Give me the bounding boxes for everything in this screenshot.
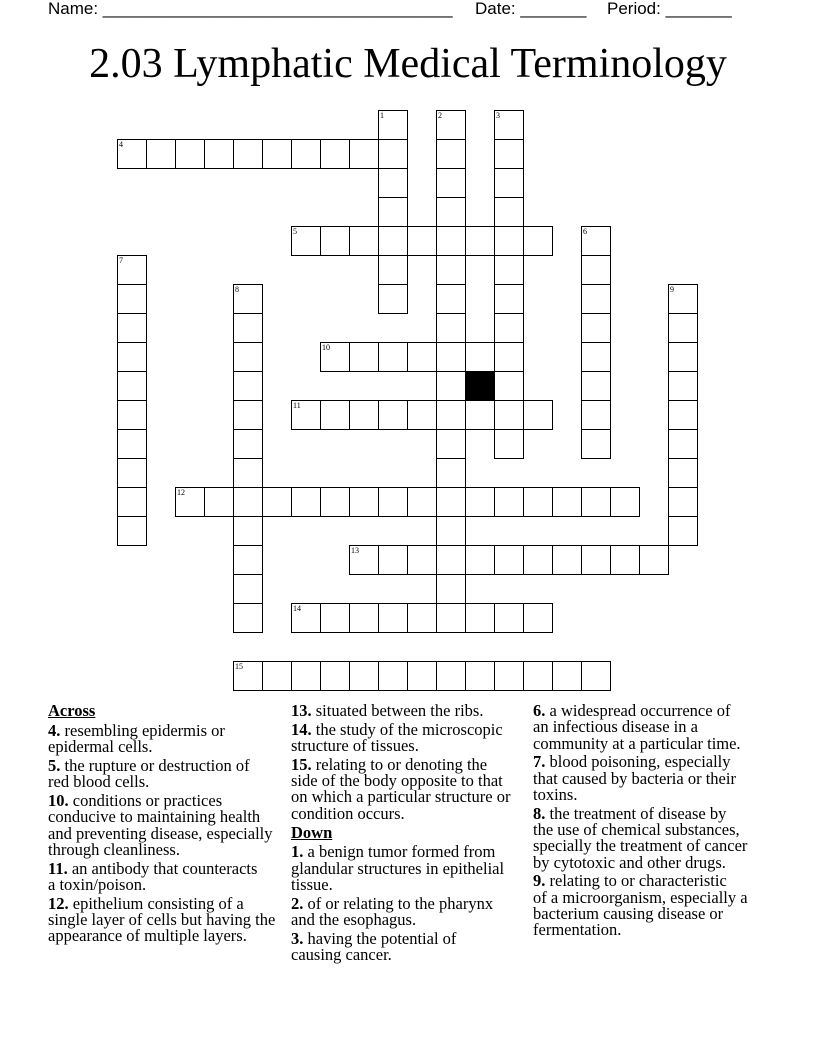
crossword-cell — [436, 603, 466, 633]
clue-text: the treatment of disease by — [549, 803, 727, 823]
crossword-cell — [204, 139, 234, 169]
clue-item — [533, 754, 748, 803]
crossword-cell — [349, 342, 379, 372]
crossword-cell — [668, 342, 698, 372]
crossword-cell — [494, 139, 524, 169]
crossword-cell — [523, 545, 553, 575]
grid-clue-number: 9 — [670, 285, 674, 294]
crossword-cell — [349, 487, 379, 517]
clue-item — [48, 720, 275, 757]
crossword-cell — [494, 313, 524, 343]
clue-number: 4. — [48, 720, 61, 740]
crossword-cell — [494, 429, 524, 459]
clue-line — [533, 733, 748, 753]
crossword-cell — [378, 661, 408, 691]
clue-item — [291, 844, 510, 893]
crossword-cell — [233, 603, 263, 633]
clue-number: 2. — [291, 893, 304, 913]
crossword-cell — [465, 226, 495, 256]
clue-number: 14. — [291, 719, 312, 739]
crossword-cell — [436, 545, 466, 575]
crossword-cell — [465, 603, 495, 633]
clue-text: blood poisoning, especially — [549, 752, 731, 772]
clue-item — [291, 703, 510, 719]
crossword-cell — [233, 139, 263, 169]
crossword-cell — [436, 342, 466, 372]
crossword-cell — [436, 661, 466, 691]
clue-number: 5. — [48, 755, 61, 775]
crossword-cell — [668, 313, 698, 343]
crossword-cell — [494, 226, 524, 256]
across-heading: Across — [48, 701, 96, 720]
clue-text: epidermal cells. — [48, 737, 153, 757]
clue-number: 15. — [291, 754, 312, 774]
crossword-cell — [494, 545, 524, 575]
crossword-cell — [378, 603, 408, 633]
crossword-cell — [436, 516, 466, 546]
date-blank: _______ — [520, 0, 587, 18]
clue-text: fermentation. — [533, 920, 622, 940]
clue-line — [533, 922, 748, 938]
period-field — [607, 0, 732, 18]
crossword-cell — [668, 487, 698, 517]
crossword-cell — [291, 661, 321, 691]
crossword-cell — [349, 400, 379, 430]
grid-clue-number: 12 — [177, 488, 185, 497]
clue-item — [533, 873, 748, 938]
crossword-cell — [668, 458, 698, 488]
clue-text: glandular structures in epithelial — [291, 858, 505, 878]
clue-text: a benign tumor formed from — [307, 842, 496, 862]
crossword-cell — [494, 168, 524, 198]
crossword-cell — [523, 400, 553, 430]
clue-text: and preventing disease, especially — [48, 823, 273, 843]
clue-text: the study of the microscopic — [315, 719, 503, 739]
clue-item — [291, 928, 510, 965]
name-blank: _____________________________________ — [102, 0, 453, 18]
crossword-cell — [233, 574, 263, 604]
crossword-cell — [436, 197, 466, 227]
crossword-cell — [494, 342, 524, 372]
crossword-cell — [581, 487, 611, 517]
crossword-cell — [349, 661, 379, 691]
crossword-cell — [494, 284, 524, 314]
crossword-cell — [465, 661, 495, 691]
grid-clue-number: 4 — [119, 140, 123, 149]
crossword-cell — [581, 429, 611, 459]
clue-line — [291, 703, 510, 719]
crossword-cell — [407, 226, 437, 256]
clue-text: conditions or practices — [72, 790, 223, 810]
crossword-cell — [117, 458, 147, 488]
clue-column — [291, 703, 510, 966]
crossword-cell — [436, 429, 466, 459]
crossword-cell — [523, 661, 553, 691]
crossword-cell — [436, 487, 466, 517]
crossword-cell — [581, 342, 611, 372]
crossword-cell — [465, 400, 495, 430]
down-heading: Down — [291, 822, 333, 842]
clue-text: community at a particular time. — [533, 733, 741, 753]
clue-text: on which a particular structure or — [291, 787, 511, 807]
grid-clue-number: 3 — [496, 111, 500, 120]
crossword-cell — [378, 487, 408, 517]
crossword-cell — [233, 342, 263, 372]
crossword-cell — [407, 342, 437, 372]
crossword-cell — [233, 400, 263, 430]
crossword-cell — [436, 226, 466, 256]
crossword-cell — [436, 284, 466, 314]
crossword-cell — [378, 284, 408, 314]
clue-number: 3. — [291, 928, 304, 948]
crossword-cell — [581, 661, 611, 691]
crossword-cell — [581, 545, 611, 575]
crossword-cell — [378, 342, 408, 372]
crossword-cell — [407, 400, 437, 430]
crossword-cell — [117, 313, 147, 343]
crossword-cell — [320, 661, 350, 691]
clue-item — [533, 803, 748, 872]
clue-text: the rupture or destruction of — [64, 755, 250, 775]
clue-text: an infectious disease in a — [533, 717, 698, 737]
grid-clue-number: 15 — [235, 662, 243, 671]
clue-item — [48, 755, 275, 792]
crossword-cell — [668, 371, 698, 401]
crossword-cell — [117, 371, 147, 401]
clue-text: and the esophagus. — [291, 910, 417, 930]
clue-number: 7. — [533, 752, 546, 772]
crossword-cell — [117, 284, 147, 314]
crossword-cell — [436, 574, 466, 604]
crossword-cell — [262, 487, 292, 517]
period-label: Period: — [607, 0, 661, 18]
crossword-cell — [552, 487, 582, 517]
crossword-cell — [436, 371, 466, 401]
clue-text: causing cancer. — [291, 945, 392, 965]
grid-clue-number: 11 — [293, 401, 301, 410]
clue-text: of or relating to the pharynx — [307, 893, 494, 913]
clue-text: specially the treatment of cancer — [533, 836, 748, 856]
crossword-cell — [349, 139, 379, 169]
crossword-cell — [117, 429, 147, 459]
clue-text: conducive to maintaining health — [48, 807, 261, 827]
crossword-cell — [262, 139, 292, 169]
crossword-cell — [378, 168, 408, 198]
crossword-cell — [552, 661, 582, 691]
crossword-cell — [668, 429, 698, 459]
clue-number: 6. — [533, 701, 546, 720]
date-label: Date: — [475, 0, 516, 18]
crossword-cell — [436, 168, 466, 198]
crossword-cell — [436, 139, 466, 169]
crossword-cell — [494, 197, 524, 227]
clue-line — [533, 784, 748, 804]
clue-text: condition occurs. — [291, 803, 405, 823]
clue-text: that caused by bacteria or their — [533, 768, 736, 788]
period-blank: _______ — [665, 0, 732, 18]
crossword-cell — [494, 603, 524, 633]
clue-number: 9. — [533, 871, 546, 891]
clue-item — [533, 703, 748, 752]
clue-line — [48, 774, 275, 790]
clue-line — [48, 874, 275, 894]
crossword-cell — [407, 661, 437, 691]
crossword-cell — [117, 400, 147, 430]
crossword-cell — [378, 139, 408, 169]
crossword-cell — [494, 255, 524, 285]
crossword-cell — [581, 313, 611, 343]
crossword-cell — [552, 545, 582, 575]
crossword-cell — [407, 603, 437, 633]
crossword-cell — [378, 226, 408, 256]
clue-number: 13. — [291, 701, 312, 720]
clue-text: structure of tissues. — [291, 736, 419, 756]
clue-item — [48, 858, 275, 894]
crossword-cell — [378, 197, 408, 227]
crossword-cell — [494, 661, 524, 691]
grid-clue-number: 6 — [583, 227, 587, 236]
clue-number: 10. — [48, 790, 69, 810]
crossword-cell — [378, 400, 408, 430]
grid-clue-number: 8 — [235, 285, 239, 294]
clue-text: relating to or characteristic — [549, 871, 727, 891]
clue-text: side of the body opposite to that — [291, 771, 503, 791]
clue-column — [48, 703, 275, 947]
clue-text: of a microorganism, especially a — [533, 887, 748, 907]
crossword-cell — [349, 226, 379, 256]
clue-item — [48, 790, 275, 859]
crossword-cell — [610, 545, 640, 575]
crossword-cell — [436, 458, 466, 488]
crossword-cell — [523, 603, 553, 633]
crossword-cell — [465, 342, 495, 372]
clue-text: a widespread occurrence of — [549, 701, 731, 720]
crossword-cell — [523, 487, 553, 517]
crossword-cell — [465, 487, 495, 517]
page-title: 2.03 Lymphatic Medical Terminology — [89, 41, 727, 87]
clue-text: single layer of cells but having the — [48, 910, 276, 930]
clue-line — [48, 928, 275, 944]
crossword-cell — [494, 400, 524, 430]
date-field — [475, 0, 587, 18]
crossword-cell — [233, 458, 263, 488]
clue-text: situated between the ribs. — [315, 701, 484, 720]
grid-clue-number: 10 — [322, 343, 330, 352]
crossword-cell — [436, 255, 466, 285]
clue-text: a toxin/poison. — [48, 874, 147, 894]
crossword-cell — [320, 487, 350, 517]
crossword-cell — [320, 400, 350, 430]
clue-text: toxins. — [533, 784, 578, 804]
crossword-cell — [117, 342, 147, 372]
crossword-cell — [436, 313, 466, 343]
clue-text: red blood cells. — [48, 772, 150, 792]
crossword-cell — [320, 603, 350, 633]
name-label: Name: — [48, 0, 99, 18]
clue-line — [291, 912, 510, 928]
crossword-cell — [407, 487, 437, 517]
clue-item — [291, 719, 510, 756]
clue-line — [291, 874, 510, 894]
grid-clue-number: 5 — [293, 227, 297, 236]
crossword-cell — [436, 400, 466, 430]
name-field — [48, 0, 453, 18]
crossword-cell — [407, 545, 437, 575]
crossword-cell — [494, 487, 524, 517]
crossword-cell — [233, 516, 263, 546]
crossword-cell — [581, 284, 611, 314]
crossword-cell — [610, 487, 640, 517]
crossword-cell — [581, 255, 611, 285]
grid-clue-number: 7 — [119, 256, 123, 265]
clue-text: by cytotoxic and other drugs. — [533, 852, 726, 872]
clue-number: 1. — [291, 842, 304, 862]
clue-text: tissue. — [291, 874, 333, 894]
crossword-cell — [320, 226, 350, 256]
crossword-cell — [494, 371, 524, 401]
clue-text: through cleanliness. — [48, 839, 180, 859]
crossword-cell — [117, 516, 147, 546]
crossword-cell — [349, 603, 379, 633]
clue-item — [291, 893, 510, 930]
crossword-cell — [378, 255, 408, 285]
crossword-cell — [581, 400, 611, 430]
clue-line — [48, 839, 275, 859]
clue-text: appearance of multiple layers. — [48, 926, 247, 946]
crossword-cell — [146, 139, 176, 169]
clue-text: relating to or denoting the — [315, 754, 488, 774]
clue-item — [291, 754, 511, 823]
grid-clue-number: 2 — [438, 111, 442, 120]
crossword-cell — [233, 371, 263, 401]
clue-column — [533, 703, 748, 941]
grid-clue-number: 1 — [380, 111, 384, 120]
crossword-cell — [291, 139, 321, 169]
crossword-cell — [175, 139, 205, 169]
clue-line — [291, 947, 510, 963]
crossword-cell — [233, 429, 263, 459]
clue-text: resembling epidermis or — [64, 720, 225, 740]
clue-line — [48, 739, 275, 755]
clue-line — [291, 803, 510, 823]
crossword-cell — [378, 545, 408, 575]
clue-number: 12. — [48, 893, 69, 913]
clue-item — [48, 893, 276, 946]
clue-text: bacterium causing disease or — [533, 904, 724, 924]
crossword-cell — [233, 487, 263, 517]
clue-text: an antibody that counteracts — [71, 858, 258, 878]
crossword-cell — [233, 545, 263, 575]
crossword-cell — [233, 313, 263, 343]
crossword-cell — [668, 400, 698, 430]
crossword-cell — [668, 516, 698, 546]
clue-text: the use of chemical substances, — [533, 820, 740, 840]
clue-number: 8. — [533, 803, 546, 823]
crossword-cell — [523, 226, 553, 256]
shaded-square — [465, 371, 495, 401]
clue-text: having the potential of — [307, 928, 457, 948]
crossword-cell — [117, 487, 147, 517]
clue-line — [291, 738, 510, 754]
crossword-cell — [262, 661, 292, 691]
crossword-cell — [204, 487, 234, 517]
crossword-cell — [465, 545, 495, 575]
clue-line — [533, 852, 748, 872]
crossword-cell — [639, 545, 669, 575]
crossword-cell — [320, 139, 350, 169]
grid-clue-number: 13 — [351, 546, 359, 555]
crossword-cell — [581, 371, 611, 401]
grid-clue-number: 14 — [293, 604, 301, 613]
clue-text: epithelium consisting of a — [72, 893, 244, 913]
crossword-cell — [291, 487, 321, 517]
clue-number: 11. — [48, 858, 68, 878]
